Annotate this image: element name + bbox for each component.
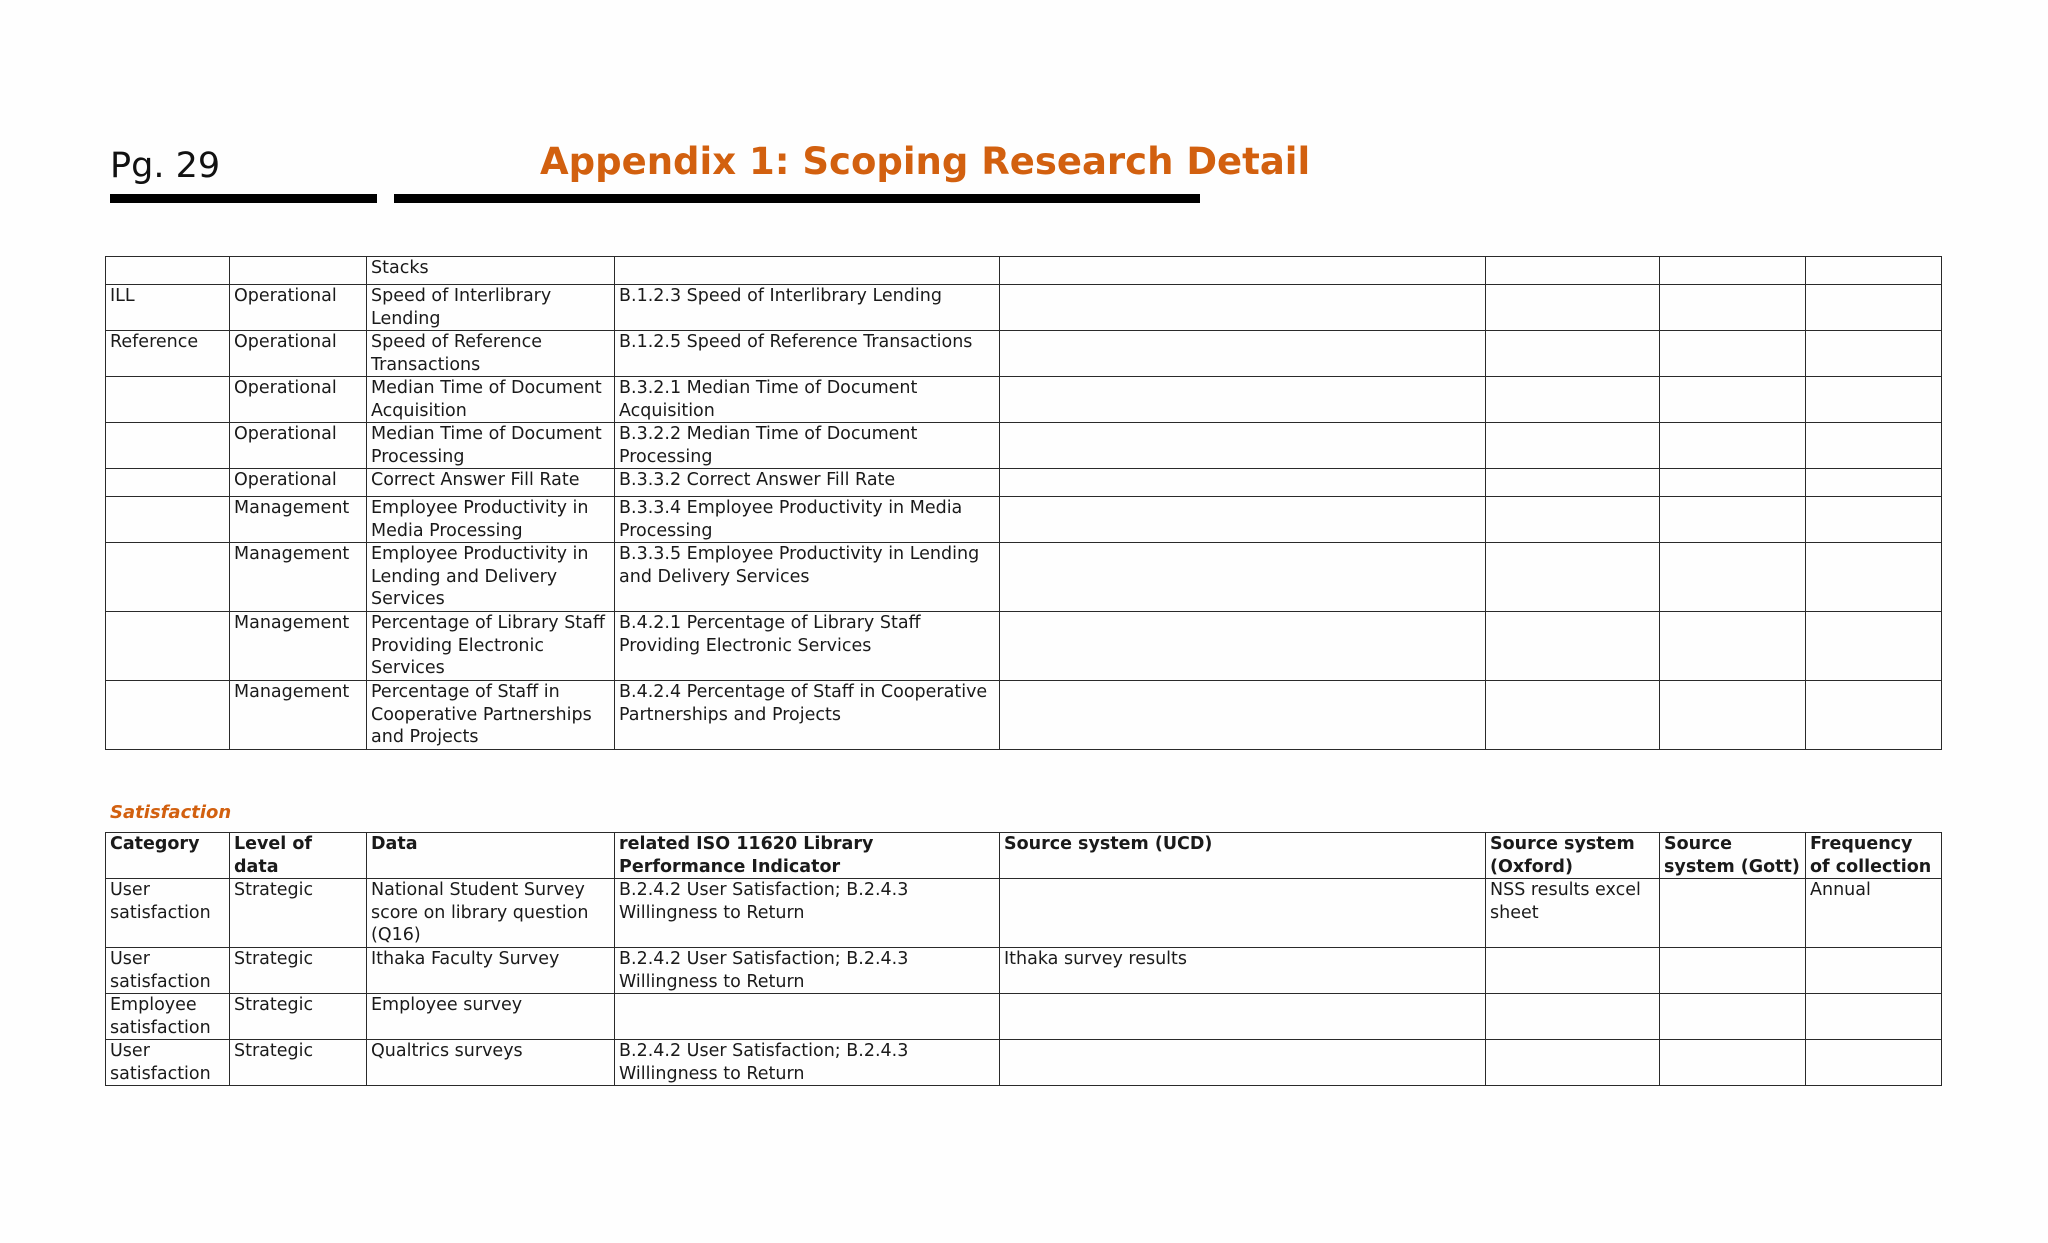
table-row: [106, 497, 1942, 543]
column-header: Source system (Gott): [1660, 833, 1806, 879]
column-header: related ISO 11620 Library Performance Indicator: [615, 833, 1000, 879]
indicators-table: [105, 256, 1942, 750]
table-cell: B.1.2.3 Speed of Interlibrary Lending: [615, 285, 1000, 331]
table-cell: Management: [230, 681, 367, 750]
table-cell: [1000, 423, 1486, 469]
table-cell: Median Time of Document Processing: [367, 423, 615, 469]
table-cell: [1806, 681, 1942, 750]
table-cell: Employee survey: [367, 994, 615, 1040]
column-header: Category: [106, 833, 230, 879]
table-cell: Speed of Reference Transactions: [367, 331, 615, 377]
table-cell: B.3.2.2 Median Time of Document Processing: [615, 423, 1000, 469]
table-cell: [1806, 1040, 1942, 1086]
table-cell: [1806, 497, 1942, 543]
table-cell: [1000, 879, 1486, 948]
table-row: [106, 1040, 1942, 1086]
table-cell: Operational: [230, 469, 367, 497]
table-cell: B.3.2.1 Median Time of Document Acquisition: [615, 377, 1000, 423]
table-cell: B.3.3.5 Employee Productivity in Lending and Delivery Services: [615, 543, 1000, 612]
table-cell: Correct Answer Fill Rate: [367, 469, 615, 497]
table-cell: [1000, 469, 1486, 497]
table-cell: [1660, 612, 1806, 681]
table-cell: Strategic: [230, 1040, 367, 1086]
table-row: [106, 879, 1942, 948]
table-cell: National Student Survey score on library question (Q16): [367, 879, 615, 948]
table-cell: User satisfaction: [106, 1040, 230, 1086]
table-cell: [1486, 681, 1660, 750]
table-row: [106, 423, 1942, 469]
header-rule-right: [394, 194, 1200, 203]
table-cell: [1806, 612, 1942, 681]
table-cell: [1000, 497, 1486, 543]
table-cell: Speed of Interlibrary Lending: [367, 285, 615, 331]
table-cell: B.1.2.5 Speed of Reference Transactions: [615, 331, 1000, 377]
table-cell: [1486, 612, 1660, 681]
table-cell: [1806, 948, 1942, 994]
table-cell: Annual: [1806, 879, 1942, 948]
table-cell: Management: [230, 612, 367, 681]
table-cell: [1486, 285, 1660, 331]
table-cell: [106, 257, 230, 285]
table-cell: [106, 543, 230, 612]
table-cell: [615, 994, 1000, 1040]
table-cell: [1660, 1040, 1806, 1086]
table-cell: [1000, 994, 1486, 1040]
table-cell: [1000, 331, 1486, 377]
column-header: Source system (UCD): [1000, 833, 1486, 879]
table-cell: Strategic: [230, 948, 367, 994]
table-cell: [106, 612, 230, 681]
table-cell: [106, 681, 230, 750]
page-number: Pg. 29: [110, 146, 221, 186]
table-cell: B.2.4.2 User Satisfaction; B.2.4.3 Willingness to Return: [615, 1040, 1000, 1086]
table-cell: [1000, 257, 1486, 285]
table-cell: [1486, 423, 1660, 469]
table-cell: B.2.4.2 User Satisfaction; B.2.4.3 Willingness to Return: [615, 948, 1000, 994]
table-cell: [1660, 331, 1806, 377]
table-row: [106, 948, 1942, 994]
column-header: Level of data: [230, 833, 367, 879]
table-cell: Ithaka Faculty Survey: [367, 948, 615, 994]
table-cell: [1806, 331, 1942, 377]
table-cell: [1000, 681, 1486, 750]
table-cell: [1000, 377, 1486, 423]
table-cell: NSS results excel sheet: [1486, 879, 1660, 948]
table-row: [106, 285, 1942, 331]
table-cell: [1660, 497, 1806, 543]
table-cell: Operational: [230, 331, 367, 377]
satisfaction-table: [105, 832, 1942, 1086]
table-row: [106, 377, 1942, 423]
table-cell: [1000, 285, 1486, 331]
table-cell: [1486, 331, 1660, 377]
table-cell: Operational: [230, 377, 367, 423]
table-cell: [1486, 257, 1660, 285]
table-cell: [1660, 257, 1806, 285]
table-cell: [230, 257, 367, 285]
table-cell: B.2.4.2 User Satisfaction; B.2.4.3 Willingness to Return: [615, 879, 1000, 948]
table-cell: [106, 497, 230, 543]
table-cell: [1806, 285, 1942, 331]
table-cell: [1660, 285, 1806, 331]
table-cell: Operational: [230, 285, 367, 331]
table-cell: [1806, 543, 1942, 612]
table-cell: ILL: [106, 285, 230, 331]
table-header-row: [106, 833, 1942, 879]
table-cell: B.4.2.4 Percentage of Staff in Cooperative Partnerships and Projects: [615, 681, 1000, 750]
column-header: Source system (Oxford): [1486, 833, 1660, 879]
table-cell: Percentage of Staff in Cooperative Partnerships and Projects: [367, 681, 615, 750]
table-cell: [1486, 948, 1660, 994]
table-cell: [1806, 423, 1942, 469]
table-cell: B.3.3.2 Correct Answer Fill Rate: [615, 469, 1000, 497]
table-cell: [1806, 257, 1942, 285]
table-cell: Ithaka survey results: [1000, 948, 1486, 994]
table-row: [106, 994, 1942, 1040]
section-label-satisfaction: Satisfaction: [110, 802, 232, 823]
table-cell: [1486, 543, 1660, 612]
table-cell: [106, 469, 230, 497]
table-row: [106, 257, 1942, 285]
table-cell: Employee Productivity in Media Processing: [367, 497, 615, 543]
table-cell: User satisfaction: [106, 879, 230, 948]
table-cell: Strategic: [230, 879, 367, 948]
table-cell: B.3.3.4 Employee Productivity in Media Processing: [615, 497, 1000, 543]
table-cell: [1660, 681, 1806, 750]
table-cell: [1806, 469, 1942, 497]
table-cell: [1806, 377, 1942, 423]
table-cell: [1486, 469, 1660, 497]
table-cell: [1660, 423, 1806, 469]
table-row: [106, 612, 1942, 681]
table-cell: [1000, 1040, 1486, 1086]
table-cell: [1660, 948, 1806, 994]
table-row: [106, 469, 1942, 497]
table-cell: B.4.2.1 Percentage of Library Staff Providing Electronic Services: [615, 612, 1000, 681]
table-cell: [1486, 377, 1660, 423]
table-cell: [106, 423, 230, 469]
table-cell: Qualtrics surveys: [367, 1040, 615, 1086]
table-cell: [1660, 879, 1806, 948]
table-row: [106, 331, 1942, 377]
table-cell: [1806, 994, 1942, 1040]
table-cell: [1000, 543, 1486, 612]
header-rule-left: [110, 194, 377, 203]
table-cell: Operational: [230, 423, 367, 469]
table-cell: Management: [230, 497, 367, 543]
table-row: [106, 543, 1942, 612]
table-cell: [1000, 612, 1486, 681]
table-cell: [106, 377, 230, 423]
page-header: [110, 140, 1311, 210]
table-cell: Median Time of Document Acquisition: [367, 377, 615, 423]
column-header: Frequency of collection: [1806, 833, 1942, 879]
page-title: Appendix 1: Scoping Research Detail: [540, 140, 1311, 183]
table-cell: [1660, 994, 1806, 1040]
table-cell: Employee Productivity in Lending and Delivery Services: [367, 543, 615, 612]
column-header: Data: [367, 833, 615, 879]
table-cell: Reference: [106, 331, 230, 377]
table-cell: Percentage of Library Staff Providing Electronic Services: [367, 612, 615, 681]
table-cell: [1660, 377, 1806, 423]
table-cell: Management: [230, 543, 367, 612]
table-row: [106, 681, 1942, 750]
table-cell: User satisfaction: [106, 948, 230, 994]
table-cell: [1486, 994, 1660, 1040]
table-cell: Employee satisfaction: [106, 994, 230, 1040]
table-cell: [1486, 1040, 1660, 1086]
table-cell: [1660, 543, 1806, 612]
table-cell: [615, 257, 1000, 285]
table-cell: [1660, 469, 1806, 497]
table-cell: Stacks: [367, 257, 615, 285]
table-cell: [1486, 497, 1660, 543]
table-cell: Strategic: [230, 994, 367, 1040]
